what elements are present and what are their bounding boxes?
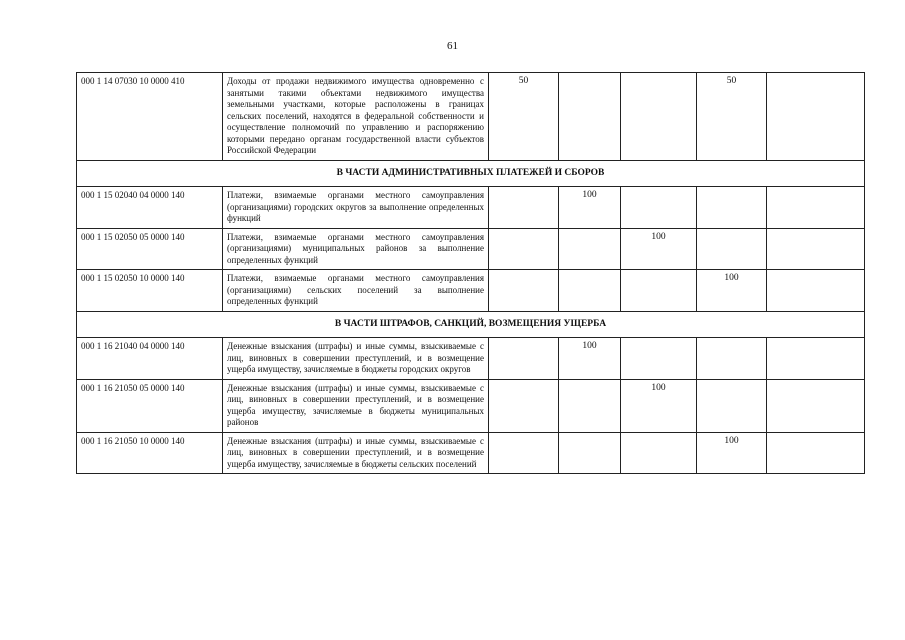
table-row [77,338,865,380]
table-row [77,432,865,474]
allocation-percent-cell [489,187,559,229]
allocation-percent-cell [767,187,865,229]
page-number: 61 [447,40,458,52]
allocation-percent-cell [767,379,865,432]
budget-classification-code: 000 1 15 02050 10 0000 140 [77,270,223,312]
table-row [77,379,865,432]
allocation-percent-cell: 50 [697,73,767,161]
allocation-percent-cell [767,228,865,270]
allocation-percent-cell: 100 [559,338,621,380]
allocation-percent-cell [559,432,621,474]
revenue-description: Денежные взыскания (штрафы) и иные суммы, взыскиваемые с лиц, виновных в совершении преступлений, и в возмещение ущерба имуществу, зачисляемые в бюджеты муниципальных районов [223,379,489,432]
allocation-percent-cell: 100 [697,270,767,312]
allocation-percent-cell [697,338,767,380]
revenue-description: Платежи, взимаемые органами местного самоуправления (организациями) муниципальных районов за выполнение определенных функций [223,228,489,270]
revenue-description: Денежные взыскания (штрафы) и иные суммы, взыскиваемые с лиц, виновных в совершении преступлений, и в возмещение ущерба имуществу, зачисляемые в бюджеты сельских поселений [223,432,489,474]
allocation-percent-cell [767,73,865,161]
table-row [77,187,865,229]
allocation-percent-cell [489,228,559,270]
allocation-percent-cell [559,379,621,432]
section-heading-row [77,160,865,187]
revenue-description: Доходы от продажи недвижимого имущества одновременно с занятыми такими объектами недвижимого имущества земельными участками, которые расположены в границах сельских поселений, находятся в федеральной собственности и осуществление полномочий по управлению и распоряжению которыми передано органам государственной власти субъектов Российской Федерации [223,73,489,161]
budget-classification-code: 000 1 16 21040 04 0000 140 [77,338,223,380]
allocation-percent-cell [621,270,697,312]
allocation-percent-cell [489,270,559,312]
allocation-percent-cell: 100 [621,379,697,432]
section-heading-row [77,311,865,338]
budget-classification-code: 000 1 15 02040 04 0000 140 [77,187,223,229]
allocation-percent-cell: 100 [697,432,767,474]
budget-classification-code: 000 1 16 21050 10 0000 140 [77,432,223,474]
allocation-percent-cell [767,432,865,474]
table-row [77,228,865,270]
allocation-percent-cell [559,73,621,161]
budget-classification-code: 000 1 16 21050 05 0000 140 [77,379,223,432]
table-row [77,270,865,312]
section-heading: В ЧАСТИ ШТРАФОВ, САНКЦИЙ, ВОЗМЕЩЕНИЯ УЩЕРБА [77,311,865,338]
revenue-description: Денежные взыскания (штрафы) и иные суммы, взыскиваемые с лиц, виновных в совершении преступлений, и в возмещение ущерба имуществу, зачисляемые в бюджеты городских округов [223,338,489,380]
section-heading: В ЧАСТИ АДМИНИСТРАТИВНЫХ ПЛАТЕЖЕЙ И СБОРОВ [77,160,865,187]
budget-classification-code: 000 1 15 02050 05 0000 140 [77,228,223,270]
allocation-percent-cell [621,73,697,161]
allocation-percent-cell: 100 [621,228,697,270]
allocation-percent-cell [697,228,767,270]
allocation-percent-cell [559,228,621,270]
table-body [77,73,865,474]
allocation-percent-cell: 100 [559,187,621,229]
allocation-percent-cell: 50 [489,73,559,161]
allocation-percent-cell [621,432,697,474]
allocation-percent-cell [767,338,865,380]
budget-classification-code: 000 1 14 07030 10 0000 410 [77,73,223,161]
allocation-percent-cell [489,338,559,380]
allocation-percent-cell [697,379,767,432]
allocation-percent-cell [767,270,865,312]
allocation-percent-cell [559,270,621,312]
budget-revenue-table [76,72,865,474]
revenue-description: Платежи, взимаемые органами местного самоуправления (организациями) сельских поселений за выполнение определенных функций [223,270,489,312]
revenue-description: Платежи, взимаемые органами местного самоуправления (организациями) городских округов за выполнение определенных функций [223,187,489,229]
allocation-percent-cell [489,432,559,474]
allocation-percent-cell [489,379,559,432]
allocation-percent-cell [621,338,697,380]
allocation-percent-cell [697,187,767,229]
allocation-percent-cell [621,187,697,229]
table-row [77,73,865,161]
